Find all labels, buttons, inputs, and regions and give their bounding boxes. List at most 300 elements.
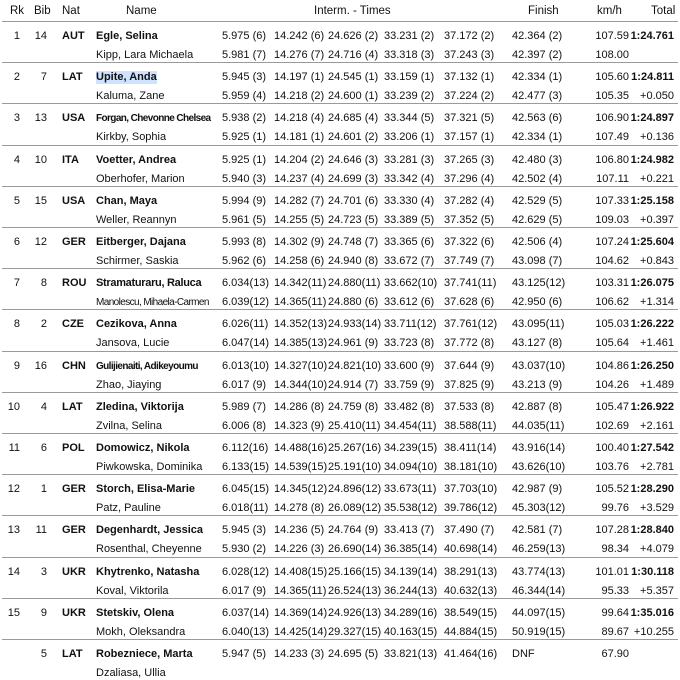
row-divider: [2, 557, 678, 558]
finish-time: 43.916(14): [512, 442, 566, 454]
interm-time: 37.749 (7): [444, 255, 495, 267]
athlete-name: Forgan, Chevonne Chelsea: [96, 113, 211, 124]
interm-time: 14.365(11): [274, 585, 327, 597]
team-nation: POL: [62, 442, 85, 454]
team-bib: 12: [34, 236, 47, 248]
interm-time: 33.673(11): [384, 483, 437, 495]
interm-time: 36.244(13): [384, 585, 438, 597]
interm-time: 44.884(15): [444, 626, 498, 638]
speed-kmh: 103.76: [595, 461, 629, 473]
row-divider: [2, 227, 678, 228]
speed-kmh: 67.90: [601, 648, 629, 660]
interm-time: 14.408(15): [274, 566, 328, 578]
interm-time: 14.488(16): [274, 442, 328, 454]
speed-kmh: 106.80: [595, 154, 629, 166]
finish-time: 43.095(11): [512, 318, 565, 330]
speed-kmh: 104.86: [595, 360, 629, 372]
interm-time: 5.961 (5): [222, 214, 267, 226]
interm-time: 33.318 (3): [384, 49, 435, 61]
row-divider: [2, 474, 678, 475]
speed-kmh: 105.52: [595, 483, 629, 495]
team-rank: 5: [13, 195, 20, 207]
team-nation: LAT: [62, 401, 83, 413]
interm-time: 33.365 (6): [384, 236, 435, 248]
interm-time: 38.411(14): [444, 442, 497, 454]
finish-time: 43.626(10): [512, 461, 566, 473]
interm-time: 33.330 (4): [384, 195, 435, 207]
speed-kmh: 106.62: [595, 296, 629, 308]
interm-time: 24.880 (6): [328, 296, 379, 308]
finish-time: 42.987 (9): [512, 483, 563, 495]
interm-time: 14.204 (2): [274, 154, 325, 166]
interm-time: 14.197 (1): [274, 71, 325, 83]
interm-time: 37.628 (6): [444, 296, 495, 308]
interm-time: 25.410(11): [328, 420, 381, 432]
interm-time: 25.267(16): [328, 442, 382, 454]
interm-time: 5.993 (8): [222, 236, 267, 248]
interm-time: 37.243 (3): [444, 49, 495, 61]
athlete-name: Mokh, Oleksandra: [96, 626, 186, 638]
athlete-name: Kirkby, Sophia: [96, 131, 167, 143]
interm-time: 5.925 (1): [222, 154, 267, 166]
interm-time: 24.646 (3): [328, 154, 379, 166]
team-nation: CHN: [62, 360, 86, 372]
row-divider: [2, 515, 678, 516]
finish-time: 42.581 (7): [512, 524, 563, 536]
team-total-time: 1:25.604: [630, 236, 674, 248]
interm-time: 34.094(10): [384, 461, 438, 473]
header-bib: Bib: [34, 5, 51, 17]
interm-time: 6.017 (9): [222, 585, 267, 597]
interm-time: 5.930 (2): [222, 543, 267, 555]
interm-time: 6.026(11): [222, 318, 269, 330]
interm-time: 24.716 (4): [328, 49, 379, 61]
interm-time: 14.286 (8): [274, 401, 325, 413]
interm-time: 37.282 (4): [444, 195, 495, 207]
speed-kmh: 107.59: [595, 30, 629, 42]
finish-time: 42.480 (3): [512, 154, 563, 166]
speed-kmh: 105.60: [595, 71, 629, 83]
time-behind: +0.050: [640, 90, 674, 102]
time-behind: +5.357: [640, 585, 674, 597]
interm-time: 24.626 (2): [328, 30, 379, 42]
interm-time: 33.672 (7): [384, 255, 435, 267]
interm-time: 5.945 (3): [222, 71, 267, 83]
team-total-time: 1:35.016: [630, 607, 674, 619]
finish-time: 42.364 (2): [512, 30, 563, 42]
team-bib: 3: [40, 566, 47, 578]
interm-time: 33.281 (3): [384, 154, 435, 166]
team-bib: 2: [40, 318, 47, 330]
team-total-time: 1:26.075: [630, 277, 674, 289]
header-name: Name: [126, 5, 157, 17]
interm-time: 40.698(14): [444, 543, 498, 555]
row-divider: [2, 268, 678, 269]
interm-time: 24.601 (2): [328, 131, 379, 143]
team-total-time: 1:27.542: [630, 442, 674, 454]
interm-time: 39.786(12): [444, 502, 498, 514]
team-nation: GER: [62, 524, 86, 536]
speed-kmh: 98.34: [601, 543, 629, 555]
interm-time: 5.947 (5): [222, 648, 267, 660]
header-nat: Nat: [62, 5, 80, 17]
speed-kmh: 109.03: [595, 214, 629, 226]
interm-time: 24.926(13): [328, 607, 382, 619]
interm-time: 14.425(14): [274, 626, 328, 638]
interm-time: 25.166(15): [328, 566, 382, 578]
finish-time: 43.213 (9): [512, 379, 563, 391]
team-rank: 14: [7, 566, 20, 578]
interm-time: 14.539(15): [274, 461, 328, 473]
interm-time: 14.342(11): [274, 277, 327, 289]
speed-kmh: 95.33: [601, 585, 629, 597]
interm-time: 37.644 (9): [444, 360, 495, 372]
team-rank: 8: [13, 318, 20, 330]
interm-time: 24.933(14): [328, 318, 382, 330]
speed-kmh: 89.67: [601, 626, 629, 638]
interm-time: 6.006 (8): [222, 420, 267, 432]
team-rank: 4: [13, 154, 20, 166]
team-nation: GER: [62, 483, 86, 495]
speed-kmh: 100.40: [595, 442, 629, 454]
interm-time: 34.454(11): [384, 420, 437, 432]
athlete-name: Schirmer, Saskia: [96, 255, 179, 267]
header-finish: Finish: [528, 5, 559, 17]
finish-time: 42.477 (3): [512, 90, 563, 102]
interm-time: 24.600 (1): [328, 90, 379, 102]
team-bib: 13: [34, 112, 47, 124]
interm-time: 37.132 (1): [444, 71, 495, 83]
speed-kmh: 107.28: [595, 524, 629, 536]
interm-time: 37.703(10): [444, 483, 498, 495]
interm-time: 33.389 (5): [384, 214, 435, 226]
interm-time: 38.291(13): [444, 566, 498, 578]
interm-time: 38.588(11): [444, 420, 497, 432]
team-bib: 8: [40, 277, 47, 289]
interm-time: 24.914 (7): [328, 379, 379, 391]
finish-time: 43.127 (8): [512, 337, 563, 349]
team-total-time: 1:25.158: [630, 195, 674, 207]
finish-time: 43.774(13): [512, 566, 566, 578]
team-total-time: 1:30.118: [631, 566, 674, 578]
header-total: Total: [651, 5, 676, 17]
interm-time: 6.133(15): [222, 461, 270, 473]
interm-time: 6.039(12): [222, 296, 270, 308]
speed-kmh: 103.31: [595, 277, 629, 289]
team-nation: AUT: [62, 30, 85, 42]
athlete-name: Weller, Reannyn: [96, 214, 177, 226]
team-nation: UKR: [62, 566, 86, 578]
athlete-name: Cezikova, Anna: [96, 318, 177, 330]
finish-time: 42.502 (4): [512, 173, 563, 185]
team-bib: 1: [40, 483, 47, 495]
athlete-name: Robezniece, Marta: [96, 648, 193, 660]
interm-time: 14.237 (4): [274, 173, 325, 185]
interm-time: 14.258 (6): [274, 255, 325, 267]
row-divider: [2, 392, 678, 393]
interm-time: 40.163(15): [384, 626, 438, 638]
time-behind: +0.136: [640, 131, 674, 143]
interm-time: 33.759 (9): [384, 379, 435, 391]
interm-time: 24.723 (5): [328, 214, 379, 226]
interm-time: 37.490 (7): [444, 524, 495, 536]
interm-time: 24.545 (1): [328, 71, 379, 83]
speed-kmh: 104.26: [595, 379, 629, 391]
athlete-name: Storch, Elisa-Marie: [96, 483, 196, 495]
team-nation: GER: [62, 236, 86, 248]
athlete-name: Degenhardt, Jessica: [96, 524, 203, 536]
athlete-name: Kaluma, Zane: [96, 90, 165, 102]
team-bib: 11: [35, 524, 47, 536]
athlete-name: Patz, Pauline: [96, 502, 161, 514]
interm-time: 5.945 (3): [222, 524, 267, 536]
row-divider: [2, 351, 678, 352]
interm-time: 37.533 (8): [444, 401, 495, 413]
team-rank: 9: [13, 360, 20, 372]
interm-time: 38.181(10): [444, 461, 498, 473]
interm-time: 41.464(16): [444, 648, 498, 660]
interm-time: 6.037(14): [222, 607, 270, 619]
time-behind: +3.529: [640, 502, 674, 514]
speed-kmh: 105.47: [595, 401, 629, 413]
interm-time: 14.302 (9): [274, 236, 325, 248]
interm-time: 26.690(14): [328, 543, 382, 555]
finish-time: 42.563 (6): [512, 112, 563, 124]
interm-time: 14.236 (5): [274, 524, 325, 536]
team-total-time: 1:28.840: [630, 524, 674, 536]
interm-time: 35.538(12): [384, 502, 438, 514]
row-divider: [2, 598, 678, 599]
finish-time: 42.397 (2): [512, 49, 563, 61]
team-bib: 7: [40, 71, 47, 83]
team-total-time: 1:24.897: [630, 112, 674, 124]
team-total-time: 1:26.222: [630, 318, 674, 330]
interm-time: 34.239(15): [384, 442, 438, 454]
athlete-name: Koval, Viktorila: [96, 585, 169, 597]
interm-time: 33.711(12): [384, 318, 437, 330]
team-bib: 14: [34, 30, 47, 42]
interm-time: 14.276 (7): [274, 49, 325, 61]
interm-time: 33.482 (8): [384, 401, 435, 413]
interm-time: 5.962 (6): [222, 255, 267, 267]
speed-kmh: 105.35: [595, 90, 629, 102]
finish-time: 46.344(14): [512, 585, 566, 597]
finish-time: 43.125(12): [512, 277, 566, 289]
athlete-name: Upite, Anda: [96, 71, 157, 83]
finish-time: 42.950 (6): [512, 296, 563, 308]
athlete-name: Oberhofer, Marion: [96, 173, 185, 185]
team-rank: 6: [13, 236, 20, 248]
finish-time: 45.303(12): [512, 502, 566, 514]
interm-time: 24.701 (6): [328, 195, 379, 207]
team-bib: 5: [40, 648, 47, 660]
team-total-time: 1:26.250: [630, 360, 674, 372]
team-total-time: 1:24.761: [630, 30, 674, 42]
interm-time: 5.989 (7): [222, 401, 267, 413]
interm-time: 33.206 (1): [384, 131, 435, 143]
athlete-name: Gulijienaiti, Adikeyoumu: [96, 361, 198, 372]
interm-time: 6.018(11): [222, 502, 269, 514]
interm-time: 5.959 (4): [222, 90, 267, 102]
interm-time: 14.385(13): [274, 337, 328, 349]
athlete-name: Stramaturaru, Raluca: [96, 277, 202, 289]
interm-time: 33.159 (1): [384, 71, 435, 83]
team-bib: 10: [34, 154, 47, 166]
finish-time: 43.098 (7): [512, 255, 563, 267]
interm-time: 34.139(14): [384, 566, 438, 578]
speed-kmh: 107.11: [596, 173, 629, 185]
finish-time: 42.629 (5): [512, 214, 563, 226]
athlete-name: Jansova, Lucie: [96, 337, 170, 349]
finish-time: 50.919(15): [512, 626, 566, 638]
interm-time: 37.265 (3): [444, 154, 495, 166]
team-rank: 15: [7, 607, 20, 619]
athlete-name: Rosenthal, Cheyenne: [96, 543, 202, 555]
interm-time: 5.975 (6): [222, 30, 267, 42]
interm-time: 33.662(10): [384, 277, 438, 289]
speed-kmh: 107.24: [595, 236, 629, 248]
finish-time: 44.097(15): [512, 607, 566, 619]
team-rank: 10: [7, 401, 20, 413]
team-nation: USA: [62, 195, 86, 207]
speed-kmh: 107.49: [595, 131, 629, 143]
team-bib: 16: [34, 360, 47, 372]
interm-time: 14.242 (6): [274, 30, 325, 42]
athlete-name: Zvilna, Selina: [96, 420, 163, 432]
interm-time: 6.045(15): [222, 483, 270, 495]
team-nation: ROU: [62, 277, 87, 289]
interm-time: 37.772 (8): [444, 337, 495, 349]
interm-time: 40.632(13): [444, 585, 498, 597]
finish-time: DNF: [512, 648, 535, 660]
finish-time: 42.334 (1): [512, 71, 563, 83]
interm-time: 33.344 (5): [384, 112, 435, 124]
speed-kmh: 105.03: [595, 318, 629, 330]
interm-time: 37.741(11): [444, 277, 497, 289]
team-total-time: 1:28.290: [630, 483, 674, 495]
athlete-name: Chan, Maya: [96, 195, 158, 207]
athlete-name: Kipp, Lara Michaela: [96, 49, 194, 61]
time-behind: +0.397: [640, 214, 674, 226]
team-nation: UKR: [62, 607, 86, 619]
interm-time: 33.821(13): [384, 648, 438, 660]
interm-time: 33.239 (2): [384, 90, 435, 102]
row-divider: [2, 103, 678, 104]
speed-kmh: 101.01: [595, 566, 629, 578]
interm-time: 33.600 (9): [384, 360, 435, 372]
team-rank: 11: [8, 442, 20, 454]
interm-time: 24.685 (4): [328, 112, 379, 124]
team-rank: 13: [7, 524, 20, 536]
team-rank: 2: [13, 71, 20, 83]
header-kmh: km/h: [597, 5, 622, 17]
athlete-name: Eitberger, Dajana: [96, 236, 186, 248]
team-bib: 15: [34, 195, 47, 207]
time-behind: +0.843: [640, 255, 674, 267]
interm-time: 24.764 (9): [328, 524, 379, 536]
interm-time: 14.226 (3): [274, 543, 325, 555]
interm-time: 14.365(11): [274, 296, 327, 308]
interm-time: 5.938 (2): [222, 112, 267, 124]
interm-time: 6.040(13): [222, 626, 270, 638]
interm-time: 36.385(14): [384, 543, 438, 555]
finish-time: 42.887 (8): [512, 401, 563, 413]
finish-time: 44.035(11): [512, 420, 565, 432]
interm-time: 37.761(12): [444, 318, 498, 330]
team-rank: 12: [7, 483, 20, 495]
time-behind: +1.489: [640, 379, 674, 391]
interm-time: 24.961 (9): [328, 337, 379, 349]
athlete-name: Piwkowska, Dominika: [96, 461, 203, 473]
team-bib: 6: [40, 442, 47, 454]
athlete-name: Dzaliasa, Ullia: [96, 667, 166, 679]
team-rank: 3: [13, 112, 20, 124]
speed-kmh: 99.64: [601, 607, 629, 619]
interm-time: 14.344(10): [274, 379, 328, 391]
row-divider: [2, 309, 678, 310]
interm-time: 24.759 (8): [328, 401, 379, 413]
athlete-name: Domowicz, Nikola: [96, 442, 190, 454]
speed-kmh: 102.69: [595, 420, 629, 432]
team-bib: 4: [40, 401, 47, 413]
row-divider: [2, 186, 678, 187]
interm-time: 14.327(10): [274, 360, 328, 372]
interm-time: 37.224 (2): [444, 90, 495, 102]
interm-time: 33.231 (2): [384, 30, 435, 42]
interm-time: 14.278 (8): [274, 502, 325, 514]
header-interm-times: Interm. - Times: [314, 5, 391, 17]
row-divider: [2, 62, 678, 63]
athlete-name: Voetter, Andrea: [96, 154, 177, 166]
interm-time: 37.321 (5): [444, 112, 495, 124]
interm-time: 33.413 (7): [384, 524, 435, 536]
interm-time: 5.925 (1): [222, 131, 267, 143]
time-behind: +10.255: [633, 626, 674, 638]
interm-time: 34.289(16): [384, 607, 438, 619]
interm-time: 14.282 (7): [274, 195, 325, 207]
athlete-name: Stetskiv, Olena: [96, 607, 175, 619]
interm-time: 37.825 (9): [444, 379, 495, 391]
interm-time: 5.940 (3): [222, 173, 267, 185]
speed-kmh: 99.76: [601, 502, 629, 514]
interm-time: 24.695 (5): [328, 648, 379, 660]
row-divider: [2, 433, 678, 434]
interm-time: 14.369(14): [274, 607, 328, 619]
interm-time: 24.748 (7): [328, 236, 379, 248]
interm-time: 37.296 (4): [444, 173, 495, 185]
interm-time: 6.013(10): [222, 360, 270, 372]
interm-time: 37.157 (1): [444, 131, 495, 143]
athlete-name: Egle, Selina: [96, 30, 158, 42]
interm-time: 6.112(16): [222, 442, 269, 454]
interm-time: 24.896(12): [328, 483, 382, 495]
row-divider: [2, 639, 678, 640]
athlete-name: Zhao, Jiaying: [96, 379, 162, 391]
team-total-time: 1:24.811: [631, 71, 674, 83]
interm-time: 6.028(12): [222, 566, 270, 578]
interm-time: 14.345(12): [274, 483, 328, 495]
interm-time: 25.191(10): [328, 461, 382, 473]
interm-time: 5.981 (7): [222, 49, 267, 61]
athlete-name: Manolescu, Mihaela-Carmen: [96, 297, 209, 308]
interm-time: 33.723 (8): [384, 337, 435, 349]
interm-time: 14.323 (9): [274, 420, 325, 432]
interm-time: 5.994 (9): [222, 195, 267, 207]
interm-time: 6.047(14): [222, 337, 270, 349]
team-total-time: 1:24.982: [630, 154, 674, 166]
team-nation: USA: [62, 112, 86, 124]
interm-time: 14.255 (5): [274, 214, 325, 226]
